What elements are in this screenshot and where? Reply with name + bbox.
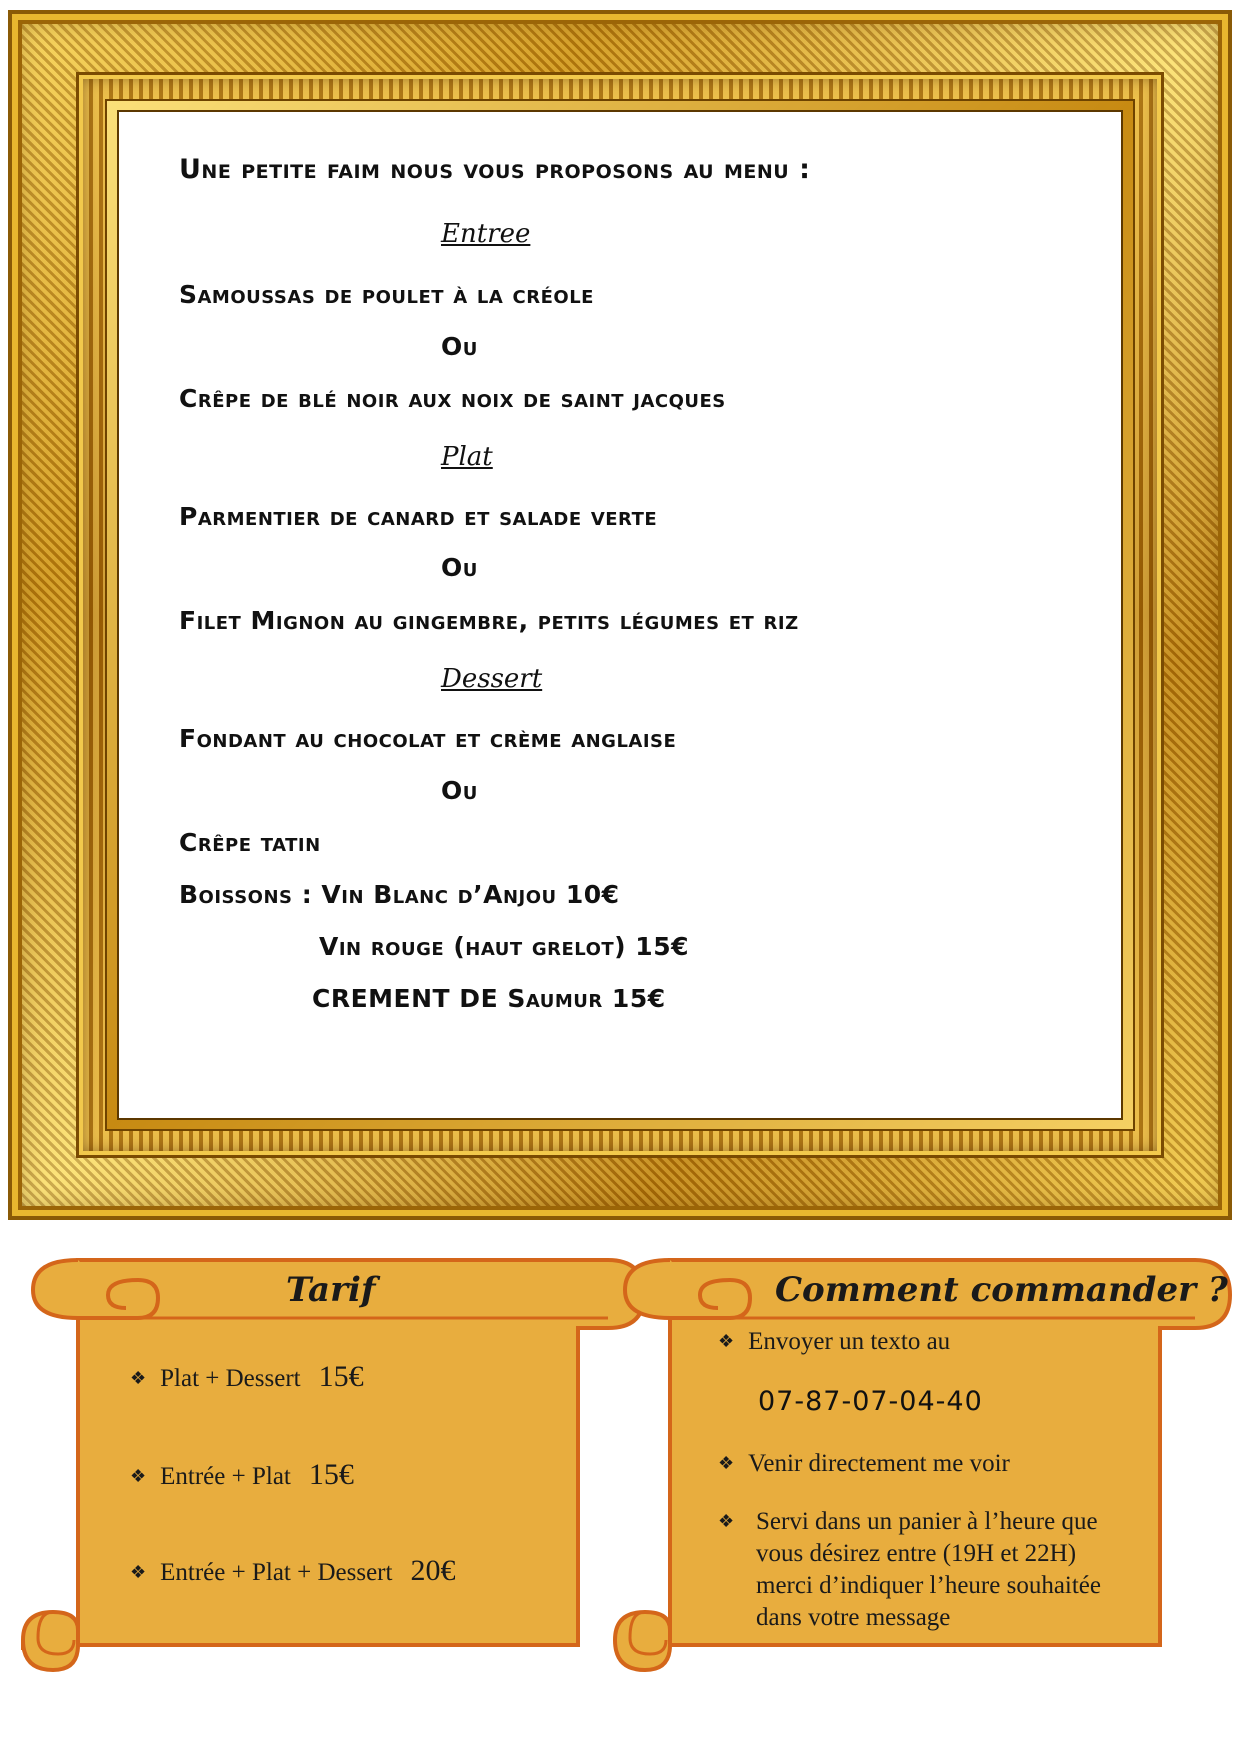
order-title: Comment commander ? bbox=[775, 1270, 1228, 1310]
drinks-line-1: Boissons : Vin Blanc d’Anjou 10€ bbox=[179, 880, 620, 909]
order-step bbox=[718, 1508, 748, 1536]
plat-item-2: Filet Mignon au gingembre, petits légumes et riz bbox=[179, 606, 799, 635]
tarif-item-price: 20€ bbox=[410, 1554, 456, 1587]
plat-heading: Plat bbox=[441, 442, 493, 472]
frame-ornament bbox=[76, 72, 1164, 1158]
order-step bbox=[718, 1328, 950, 1356]
order-step-text: Venir directement me voir bbox=[748, 1450, 1010, 1477]
drinks-line-3: CREMENT DE Saumur 15€ bbox=[312, 984, 666, 1013]
dessert-heading: Dessert bbox=[441, 664, 543, 694]
tarif-item-label: Entrée + Plat + Dessert bbox=[160, 1559, 393, 1586]
tarif-item-label: Entrée + Plat bbox=[160, 1463, 291, 1490]
menu-canvas bbox=[117, 110, 1123, 1120]
tarif-item-label: Plat + Dessert bbox=[160, 1365, 301, 1392]
or-separator: Ou bbox=[441, 332, 478, 361]
tarif-item bbox=[130, 1458, 354, 1492]
menu-intro: Une petite faim nous vous proposons au menu : bbox=[179, 154, 811, 185]
or-separator: Ou bbox=[441, 553, 478, 582]
diamond-bullet-icon: ❖ bbox=[130, 1562, 147, 1582]
tarif-item-price: 15€ bbox=[318, 1360, 364, 1393]
entree-item-2: Crêpe de blé noir aux noix de saint jacques bbox=[179, 384, 726, 413]
tarif-item bbox=[130, 1554, 455, 1588]
tarif-scroll bbox=[8, 1240, 648, 1680]
dessert-item-2: Crêpe tatin bbox=[179, 828, 321, 857]
tarif-item-price: 15€ bbox=[308, 1458, 354, 1491]
drinks-line-2: Vin rouge (haut grelot) 15€ bbox=[319, 932, 689, 961]
diamond-bullet-icon: ❖ bbox=[718, 1453, 735, 1473]
tarif-item bbox=[130, 1360, 364, 1394]
entree-heading: Entree bbox=[441, 219, 531, 249]
phone-number: 07-87-07-04-40 bbox=[758, 1386, 983, 1417]
diamond-bullet-icon: ❖ bbox=[130, 1466, 147, 1486]
order-step bbox=[718, 1450, 1010, 1478]
menu-content bbox=[119, 112, 1121, 1118]
tarif-title: Tarif bbox=[286, 1270, 376, 1310]
diamond-bullet-icon: ❖ bbox=[718, 1511, 735, 1531]
or-separator: Ou bbox=[441, 776, 478, 805]
entree-item-1: Samoussas de poulet à la créole bbox=[179, 280, 594, 309]
plat-item-1: Parmentier de canard et salade verte bbox=[179, 502, 658, 531]
diamond-bullet-icon: ❖ bbox=[718, 1331, 735, 1351]
gold-frame bbox=[8, 10, 1232, 1220]
order-scroll bbox=[590, 1240, 1235, 1680]
order-step-text: Servi dans un panier à l’heure que vous désirez entre (19H et 22H) merci d’indiquer l’heure souhaitée dans votre message bbox=[756, 1508, 1101, 1631]
diamond-bullet-icon: ❖ bbox=[130, 1368, 147, 1388]
dessert-item-1: Fondant au chocolat et crème anglaise bbox=[179, 724, 677, 753]
order-step-text: Envoyer un texto au bbox=[748, 1328, 951, 1355]
frame-inner-edge bbox=[105, 99, 1135, 1131]
